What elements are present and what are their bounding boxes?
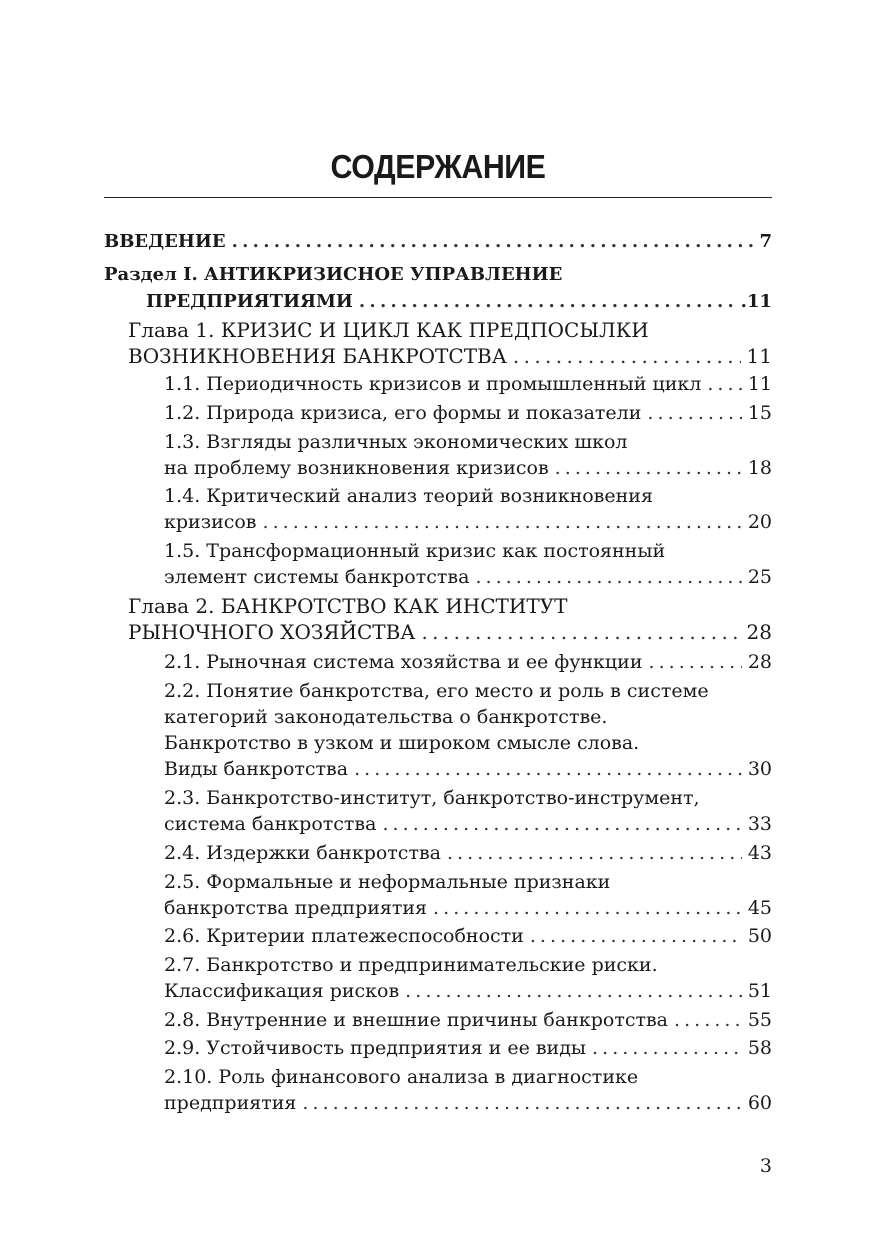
toc-entry-text: 2.8. Внутренние и внешние причины банкротства	[164, 1009, 669, 1031]
toc-entry-1-4-line1[interactable]	[164, 484, 772, 508]
toc-entry-2-7-line1[interactable]	[164, 953, 772, 977]
toc-page-number: 7	[759, 231, 772, 252]
toc-entry-chapter1[interactable]	[128, 344, 772, 368]
dot-leader	[433, 896, 742, 920]
toc-entry-2-5[interactable]	[164, 896, 772, 920]
toc-entry-chapter2-line1[interactable]	[128, 594, 772, 618]
toc-entry-1-5[interactable]	[164, 565, 772, 589]
toc-entry-2-2-line2[interactable]	[164, 705, 772, 729]
toc-page-number: 30	[747, 758, 772, 780]
page-title: СОДЕРЖАНИЕ	[330, 148, 546, 185]
toc-page-number: 11	[746, 344, 772, 368]
toc-entry-text: 2.4. Издержки банкротства	[164, 842, 441, 864]
dot-leader	[232, 230, 754, 254]
toc-entry-text: Раздел I. АНТИКРИЗИСНОЕ УПРАВЛЕНИЕ	[104, 264, 563, 285]
dot-leader	[302, 1091, 741, 1115]
toc-entry-chapter1-line1[interactable]	[128, 318, 772, 342]
toc-entry-text: на проблему возникновения кризисов	[164, 457, 549, 479]
toc-page-number: 25	[747, 566, 772, 588]
dot-leader	[447, 841, 742, 865]
toc-entry-1-5-line1[interactable]	[164, 539, 772, 563]
toc-page-number: 60	[747, 1092, 772, 1114]
toc-entry-section1[interactable]	[146, 290, 772, 314]
dot-leader	[475, 565, 741, 589]
toc-page-number: 28	[747, 651, 772, 673]
dot-leader	[405, 979, 742, 1003]
toc-entry-text: 2.9. Устойчивость предприятия и ее виды	[164, 1037, 587, 1059]
dot-leader	[359, 290, 735, 314]
toc-entry-2-2[interactable]	[164, 757, 772, 781]
toc-entry-text: ВВЕДЕНИЕ	[104, 231, 226, 252]
toc-entry-text: 1.5. Трансформационный кризис как постоянный	[164, 540, 666, 562]
page-number: 3	[759, 1155, 772, 1177]
dot-leader	[513, 344, 741, 368]
toc-entry-1-2[interactable]	[164, 401, 772, 425]
toc-page-number: 58	[747, 1037, 772, 1059]
toc-entry-text: 1.3. Взгляды различных экономических школ	[164, 431, 628, 453]
toc-entry-1-3[interactable]	[164, 456, 772, 480]
dot-leader	[647, 401, 741, 425]
toc-page-number: 55	[747, 1009, 772, 1031]
toc-entry-chapter2[interactable]	[128, 620, 772, 644]
toc-entry-2-8[interactable]	[164, 1008, 772, 1032]
toc-entry-text: 2.1. Рыночная система хозяйства и ее функции	[164, 651, 643, 673]
toc-page-number: 28	[746, 620, 772, 644]
toc-entry-text: 2.7. Банкротство и предпринимательские риски.	[164, 954, 658, 976]
toc-entry-2-5-line1[interactable]	[164, 870, 772, 894]
toc-entry-text: Классификация рисков	[164, 980, 400, 1002]
dot-leader	[674, 1008, 742, 1032]
toc-entry-text: 2.2. Понятие банкротства, его место и роль в системе	[164, 680, 709, 702]
toc-page-number: 43	[747, 842, 772, 864]
toc-entry-text: 2.5. Формальные и неформальные признаки	[164, 871, 611, 893]
toc-entry-1-3-line1[interactable]	[164, 430, 772, 454]
dot-leader	[530, 924, 742, 948]
toc-page-number: 33	[747, 813, 772, 835]
toc-page-number: 50	[747, 925, 772, 947]
toc-entry-text: 1.2. Природа кризиса, его формы и показатели	[164, 402, 642, 424]
dot-leader	[354, 757, 742, 781]
toc-entry-text: Виды банкротства	[164, 758, 349, 780]
dot-leader	[263, 510, 742, 534]
toc-entry-2-3[interactable]	[164, 812, 772, 836]
toc-entry-2-2-line3[interactable]	[164, 731, 772, 755]
toc-entry-text: РЫНОЧНОГО ХОЗЯЙСТВА	[128, 620, 416, 644]
toc-entry-text: 1.1. Периодичность кризисов и промышленный цикл	[164, 373, 702, 395]
dot-leader	[592, 1036, 742, 1060]
toc-entry-text: элемент системы банкротства	[164, 566, 470, 588]
toc-page-number: .11	[740, 291, 772, 312]
toc-entry-2-6[interactable]	[164, 924, 772, 948]
toc-entry-2-1[interactable]	[164, 650, 772, 674]
toc-page-number: 11	[747, 373, 772, 395]
toc-entry-text: 2.10. Роль финансового анализа в диагностике	[164, 1066, 639, 1088]
dot-leader	[382, 812, 741, 836]
toc-page-number: 51	[747, 980, 772, 1002]
toc-entry-1-1[interactable]	[164, 372, 772, 396]
toc-entry-text: Глава 1. КРИЗИС И ЦИКЛ КАК ПРЕДПОСЫЛКИ	[128, 318, 649, 342]
toc-page-number: 18	[747, 457, 772, 479]
dot-leader	[707, 372, 742, 396]
toc-entry-2-10-line1[interactable]	[164, 1065, 772, 1089]
toc-entry-text: кризисов	[164, 511, 257, 533]
toc-entry-text: 2.6. Критерии платежеспособности	[164, 925, 524, 947]
toc-entry-text: категорий законодательства о банкротстве.	[164, 706, 608, 728]
toc-entry-text: Банкротство в узком и широком смысле слова.	[164, 732, 640, 754]
toc-entry-text: система банкротства	[164, 813, 377, 835]
toc-entry-section1-line1[interactable]	[104, 263, 772, 287]
toc-entry-2-2-line1[interactable]	[164, 679, 772, 703]
toc-entry-text: 2.3. Банкротство-институт, банкротство-инструмент,	[164, 787, 700, 809]
toc-entry-text: 1.4. Критический анализ теорий возникновения	[164, 485, 653, 507]
dot-leader	[421, 620, 740, 644]
toc-entry-1-4[interactable]	[164, 510, 772, 534]
toc-entry-2-3-line1[interactable]	[164, 786, 772, 810]
toc-entry-intro[interactable]	[104, 230, 772, 254]
toc-entry-2-4[interactable]	[164, 841, 772, 865]
toc-entry-text: ВОЗНИКНОВЕНИЯ БАНКРОТСТВА	[128, 344, 507, 368]
toc-entry-2-10[interactable]	[164, 1091, 772, 1115]
toc-entry-2-7[interactable]	[164, 979, 772, 1003]
toc-entry-text: предприятия	[164, 1092, 297, 1114]
toc-entry-text: Глава 2. БАНКРОТСТВО КАК ИНСТИТУТ	[128, 594, 568, 618]
toc-entry-text: ПРЕДПРИЯТИЯМИ	[146, 291, 353, 312]
toc-entry-text: банкротства предприятия	[164, 897, 428, 919]
toc-entry-2-9[interactable]	[164, 1036, 772, 1060]
toc-page-number: 20	[747, 511, 772, 533]
dot-leader	[555, 456, 742, 480]
toc-page-number: 15	[747, 402, 772, 424]
toc-page-number: 45	[747, 897, 772, 919]
dot-leader	[648, 650, 741, 674]
